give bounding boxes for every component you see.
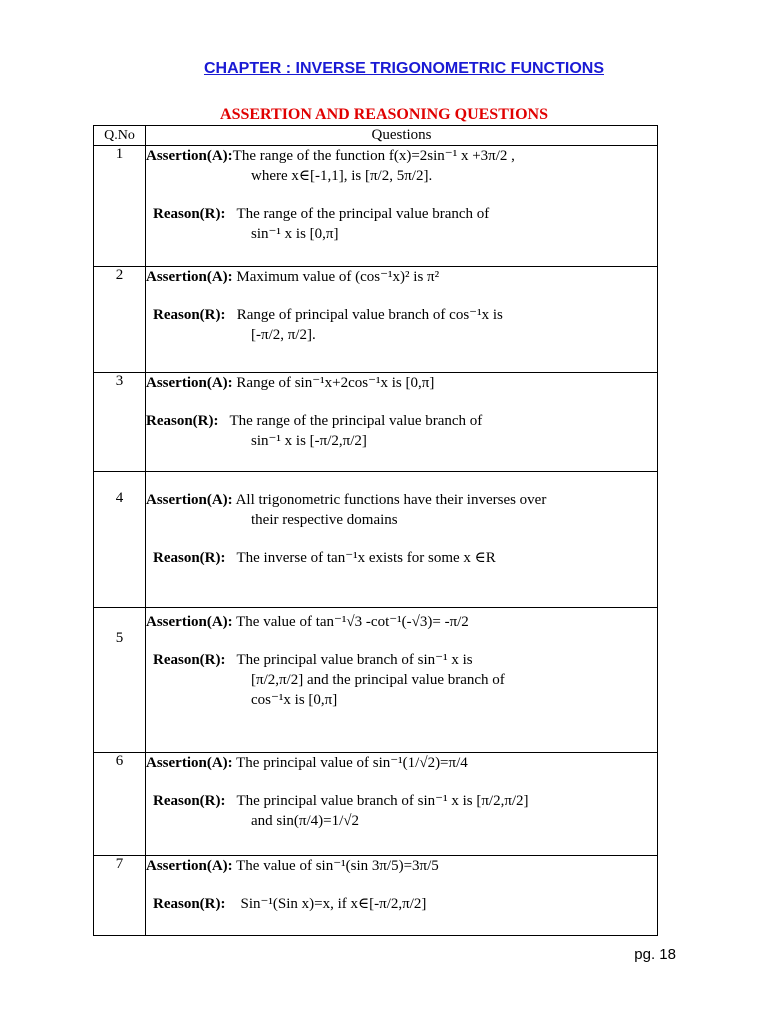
section-title: ASSERTION AND REASONING QUESTIONS	[220, 106, 548, 123]
assertion-label: Assertion(A):	[146, 614, 233, 630]
table-row	[94, 146, 658, 267]
reason-text: and sin(π/4)=1/√2	[251, 813, 360, 829]
reason-label: Reason(R):	[153, 793, 226, 809]
assertion-label: Assertion(A):	[146, 755, 233, 771]
reason-label: Reason(R):	[153, 206, 226, 222]
table-row	[94, 373, 658, 472]
question-cell	[146, 472, 658, 608]
assertion-label: Assertion(A):	[146, 148, 233, 164]
assertion-text: their respective domains	[251, 512, 398, 528]
assertion-text: Maximum value of (cos⁻¹x)² is π²	[236, 269, 440, 285]
assertion-text: The range of the function f(x)=2sin⁻¹ x +3π/2 ,	[232, 148, 515, 164]
reason-text: Range of principal value branch of cos⁻¹x is	[236, 307, 503, 323]
question-cell	[146, 753, 658, 856]
reason-label: Reason(R):	[146, 413, 219, 429]
question-number: 5	[94, 608, 146, 753]
question-cell	[146, 856, 658, 936]
question-number: 2	[94, 267, 146, 373]
question-cell	[146, 267, 658, 373]
question-number: 1	[94, 146, 146, 267]
reason-text: The principal value branch of sin⁻¹ x is	[236, 652, 473, 668]
assertion-text: where x∈[-1,1], is [π/2, 5π/2].	[251, 168, 433, 184]
question-number: 6	[94, 753, 146, 856]
reason-text: [π/2,π/2] and the principal value branch of	[251, 672, 505, 688]
assertion-text: The value of sin⁻¹(sin 3π/5)=3π/5	[236, 858, 439, 874]
page-number: pg. 18	[634, 946, 676, 963]
table-row	[94, 856, 658, 936]
assertion-label: Assertion(A):	[146, 375, 233, 391]
reason-text: cos⁻¹x is [0,π]	[251, 692, 338, 708]
question-number: 3	[94, 373, 146, 472]
questions-table	[93, 125, 658, 936]
table-row	[94, 608, 658, 753]
assertion-text: All trigonometric functions have their inverses over	[235, 492, 547, 508]
reason-text: sin⁻¹ x is [-π/2,π/2]	[251, 433, 367, 449]
assertion-label: Assertion(A):	[146, 492, 233, 508]
reason-text: [-π/2, π/2].	[251, 327, 316, 343]
questions-header: Questions	[146, 126, 658, 146]
assertion-text: The value of tan⁻¹√3 -cot⁻¹(-√3)= -π/2	[236, 614, 469, 630]
table-row	[94, 267, 658, 373]
reason-text: Sin⁻¹(Sin x)=x, if x∈[-π/2,π/2]	[240, 896, 427, 912]
reason-text: The principal value branch of sin⁻¹ x is [π/2,π/2]	[236, 793, 529, 809]
reason-text: The inverse of tan⁻¹x exists for some x ∈R	[236, 550, 496, 566]
table-header-row	[94, 126, 658, 146]
reason-label: Reason(R):	[153, 896, 226, 912]
question-number: 7	[94, 856, 146, 936]
question-cell	[146, 608, 658, 753]
table-row	[94, 753, 658, 856]
table-row	[94, 472, 658, 608]
qno-header: Q.No	[94, 126, 146, 146]
reason-text: sin⁻¹ x is [0,π]	[251, 226, 339, 242]
question-cell	[146, 373, 658, 472]
reason-label: Reason(R):	[153, 550, 226, 566]
reason-label: Reason(R):	[153, 652, 226, 668]
chapter-title: CHAPTER : INVERSE TRIGONOMETRIC FUNCTIONS	[203, 60, 604, 77]
reason-text: The range of the principal value branch of	[229, 413, 483, 429]
question-cell	[146, 146, 658, 267]
question-number: 4	[94, 472, 146, 608]
assertion-label: Assertion(A):	[146, 858, 233, 874]
assertion-text: Range of sin⁻¹x+2cos⁻¹x is [0,π]	[236, 375, 435, 391]
reason-text: The range of the principal value branch of	[236, 206, 490, 222]
assertion-label: Assertion(A):	[146, 269, 233, 285]
assertion-text: The principal value of sin⁻¹(1/√2)=π/4	[236, 755, 468, 771]
reason-label: Reason(R):	[153, 307, 226, 323]
